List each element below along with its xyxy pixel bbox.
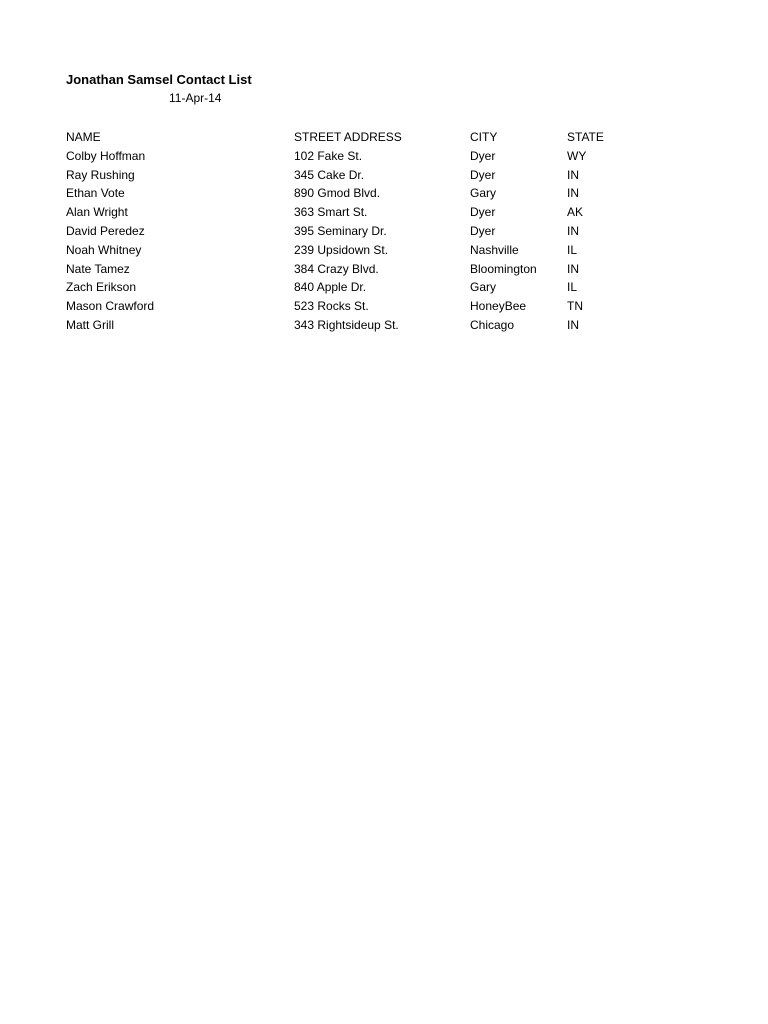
cell-city: Gary	[470, 186, 497, 201]
cell-address: 523 Rocks St.	[294, 299, 369, 314]
cell-state: IL	[567, 280, 578, 295]
cell-name: Noah Whitney	[66, 242, 142, 257]
cell-state: IN	[567, 167, 579, 182]
document-date: 11-Apr-14	[169, 91, 222, 105]
document-title: Jonathan Samsel Contact List	[66, 72, 252, 87]
cell-address: 343 Rightsideup St.	[294, 317, 399, 332]
cell-name: Matt Grill	[66, 317, 114, 332]
cell-city: Dyer	[470, 205, 496, 220]
cell-state: TN	[567, 299, 583, 314]
cell-state: IN	[567, 261, 579, 276]
cell-state: WY	[567, 148, 587, 163]
cell-address: 384 Crazy Blvd.	[294, 261, 379, 276]
cell-city: Bloomington	[470, 261, 537, 276]
cell-state: IL	[567, 242, 578, 257]
cell-state: AK	[567, 205, 584, 220]
cell-city: Dyer	[470, 148, 496, 163]
cell-address: 395 Seminary Dr.	[294, 223, 387, 238]
header-state: STATE	[567, 130, 604, 144]
cell-address: 890 Gmod Blvd.	[294, 186, 381, 201]
cell-address: 840 Apple Dr.	[294, 280, 367, 295]
header-city: CITY	[470, 130, 498, 144]
cell-address: 345 Cake Dr.	[294, 167, 365, 182]
cell-city: Chicago	[470, 317, 515, 332]
cell-city: Dyer	[470, 167, 496, 182]
cell-name: Ethan Vote	[66, 186, 125, 201]
cell-city: Nashville	[470, 242, 519, 257]
cell-address: 102 Fake St.	[294, 148, 363, 163]
cell-address: 363 Smart St.	[294, 205, 368, 220]
cell-city: Gary	[470, 280, 497, 295]
cell-name: Mason Crawford	[66, 299, 155, 314]
cell-name: Ray Rushing	[66, 167, 135, 182]
cell-state: IN	[567, 186, 579, 201]
cell-name: Alan Wright	[66, 205, 128, 220]
cell-name: Nate Tamez	[66, 261, 130, 276]
cell-name: Colby Hoffman	[66, 148, 146, 163]
header-name: NAME	[66, 130, 101, 144]
cell-state: IN	[567, 223, 579, 238]
cell-name: David Peredez	[66, 223, 145, 238]
cell-city: Dyer	[470, 223, 496, 238]
cell-state: IN	[567, 317, 579, 332]
cell-address: 239 Upsidown St.	[294, 242, 389, 257]
header-street-address: STREET ADDRESS	[294, 130, 402, 144]
cell-name: Zach Erikson	[66, 280, 137, 295]
cell-city: HoneyBee	[470, 299, 527, 314]
